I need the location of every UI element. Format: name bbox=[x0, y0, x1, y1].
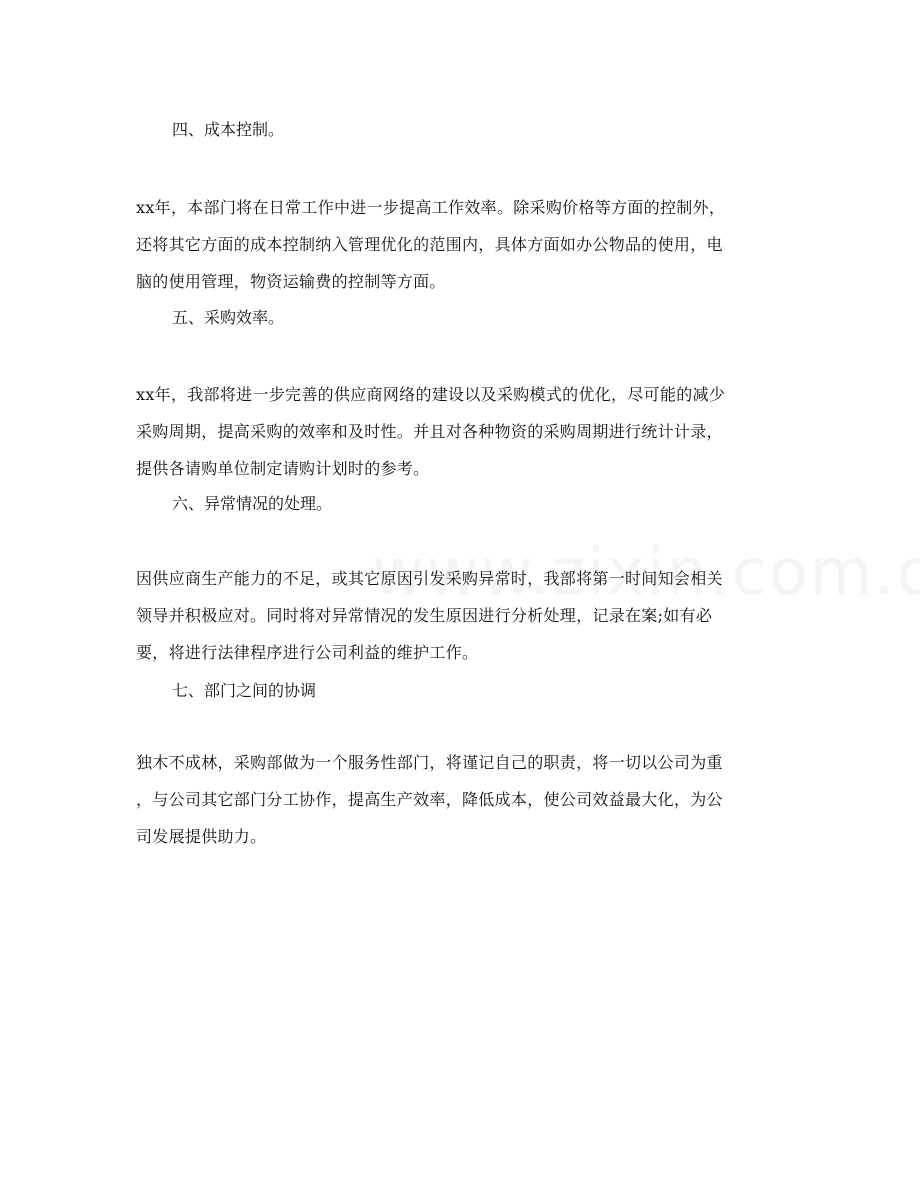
section-paragraph-exception-handling bbox=[136, 560, 796, 671]
paragraph-line: 司发展提供助力。 bbox=[136, 827, 267, 846]
section-heading-exception-handling: 六、异常情况的处理。 bbox=[172, 494, 333, 513]
paragraph-line: 提供各请购单位制定请购计划时的参考。 bbox=[136, 459, 430, 478]
paragraph-line: 要，将进行法律程序进行公司利益的维护工作。 bbox=[136, 643, 479, 662]
section-heading-purchasing-efficiency: 五、采购效率。 bbox=[172, 308, 285, 327]
paragraph-line: ，与公司其它部门分工协作，提高生产效率，降低成本，使公司效益最大化，为公 bbox=[136, 790, 723, 809]
paragraph-line: 采购周期，提高采购的效率和及时性。并且对各种物资的采购周期进行统计计录， bbox=[136, 422, 723, 441]
paragraph-line: xx年，本部门将在日常工作中进一步提高工作效率。除采购价格等方面的控制外， bbox=[136, 198, 726, 217]
section-paragraph-purchasing-efficiency bbox=[136, 376, 796, 487]
section-heading-cost-control: 四、成本控制。 bbox=[172, 120, 285, 139]
section-heading-department-coordination: 七、部门之间的协调 bbox=[172, 681, 317, 700]
paragraph-line: 因供应商生产能力的不足，或其它原因引发采购异常时，我部将第一时间知会相关 bbox=[136, 569, 723, 588]
section-paragraph-department-coordination bbox=[136, 744, 796, 855]
paragraph-line: 脑的使用管理，物资运输费的控制等方面。 bbox=[136, 272, 446, 291]
paragraph-line: 领导并积极应对。同时将对异常情况的发生原因进行分析处理，记录在案;如有必 bbox=[136, 606, 713, 625]
paragraph-line: 独木不成林，采购部做为一个服务性部门，将谨记自己的职责，将一切以公司为重 bbox=[136, 753, 723, 772]
paragraph-line: 还将其它方面的成本控制纳入管理优化的范围内，具体方面如办公物品的使用，电 bbox=[136, 235, 723, 254]
section-paragraph-cost-control bbox=[136, 189, 796, 300]
paragraph-line: xx年，我部将进一步完善的供应商网络的建设以及采购模式的优化，尽可能的减少 bbox=[136, 385, 726, 404]
